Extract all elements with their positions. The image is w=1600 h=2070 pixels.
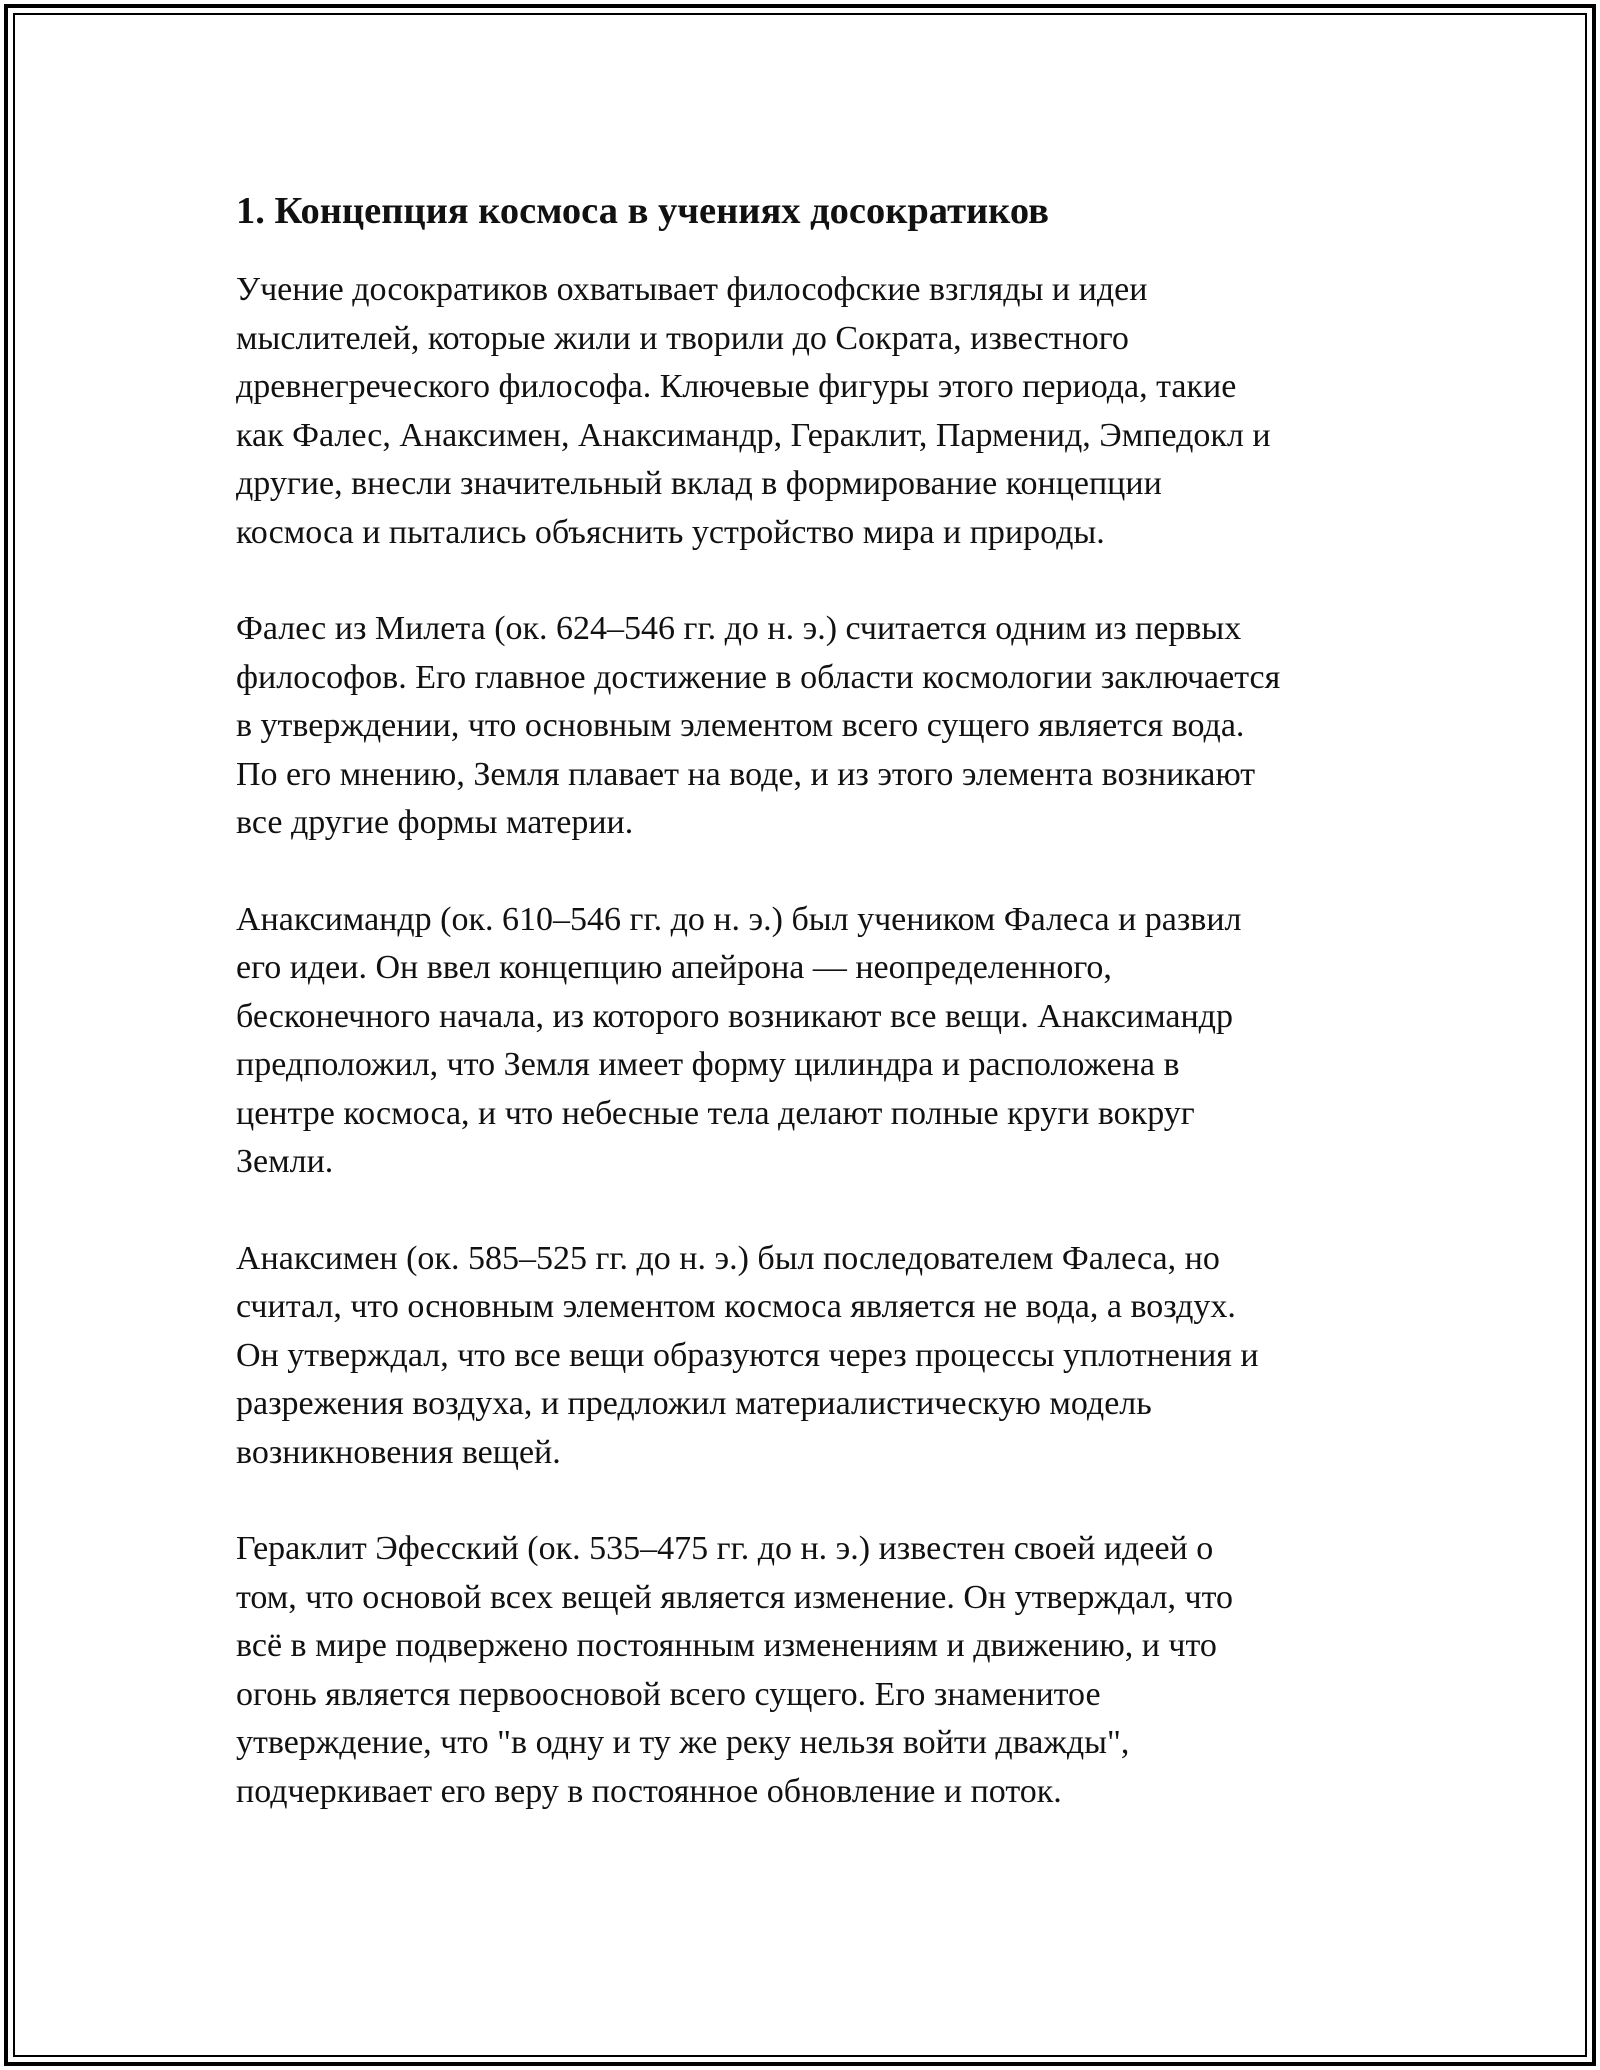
- text-line: утверждение, что "в одну и ту же реку нельзя войти дважды",: [236, 1724, 1130, 1761]
- paragraph-heraclitus: [236, 1525, 1396, 1816]
- text-line: том, что основой всех вещей является изменение. Он утверждал, что: [236, 1578, 1234, 1616]
- text-line: древнегреческого философа. Ключевые фигуры этого периода, такие: [236, 368, 1237, 405]
- text-line: всё в мире подвержено постоянным изменениям и движению, и что: [236, 1627, 1217, 1664]
- text-line: Земли.: [236, 1143, 334, 1180]
- paragraphs-container: [236, 266, 1396, 1816]
- section-title: 1. Концепция космоса в учениях досократиков: [236, 190, 1049, 232]
- text-line: Анаксимен (ок. 585–525 гг. до н. э.) был последователем Фалеса, но: [236, 1239, 1220, 1277]
- document-body: [236, 186, 1396, 1864]
- text-line: мыслителей, которые жили и творили до Сократа, известного: [236, 319, 1129, 357]
- text-line: философов. Его главное достижение в области космологии заключается: [236, 658, 1281, 696]
- text-line: в утверждении, что основным элементом всего сущего является вода.: [236, 707, 1245, 744]
- text-line: как Фалес, Анаксимен, Анаксимандр, Гераклит, Парменид, Эмпедокл и: [236, 416, 1271, 454]
- paragraph-anaximenes: [236, 1235, 1396, 1478]
- text-line: другие, внесли значительный вклад в формирование концепции: [236, 465, 1162, 502]
- text-line: разрежения воздуха, и предложил материалистическую модель: [236, 1385, 1152, 1422]
- text-line: возникновения вещей.: [236, 1433, 561, 1471]
- text-line: огонь является первоосновой всего сущего. Его знаменитое: [236, 1675, 1101, 1713]
- text-line: его идеи. Он ввел концепцию апейрона — неопределенного,: [236, 949, 1112, 986]
- text-line: Анаксимандр (ок. 610–546 гг. до н. э.) был учеником Фалеса и развил: [236, 900, 1242, 938]
- text-line: центре космоса, и что небесные тела делают полные круги вокруг: [236, 1094, 1195, 1132]
- text-line: предположил, что Земля имеет форму цилиндра и расположена в: [236, 1046, 1180, 1083]
- paragraph-anaximander: [236, 896, 1396, 1187]
- text-line: Учение досократиков охватывает философские взгляды и идеи: [236, 271, 1148, 308]
- paragraph-intro: [236, 266, 1396, 557]
- text-line: По его мнению, Земля плавает на воде, и из этого элемента возникают: [236, 755, 1256, 793]
- text-line: космоса и пытались объяснить устройство мира и природы.: [236, 513, 1105, 551]
- text-line: Гераклит Эфесский (ок. 535–475 гг. до н. э.) известен своей идеей о: [236, 1530, 1214, 1567]
- text-line: считал, что основным элементом космоса является не вода, а воздух.: [236, 1288, 1236, 1325]
- text-line: Фалес из Милета (ок. 624–546 гг. до н. э.) считается одним из первых: [236, 610, 1242, 647]
- paragraph-thales: [236, 605, 1396, 848]
- text-line: бесконечного начала, из которого возникают все вещи. Анаксимандр: [236, 997, 1233, 1035]
- text-line: подчеркивает его веру в постоянное обновление и поток.: [236, 1772, 1062, 1810]
- text-line: Он утверждал, что все вещи образуются через процессы уплотнения и: [236, 1336, 1259, 1374]
- text-line: все другие формы материи.: [236, 804, 634, 841]
